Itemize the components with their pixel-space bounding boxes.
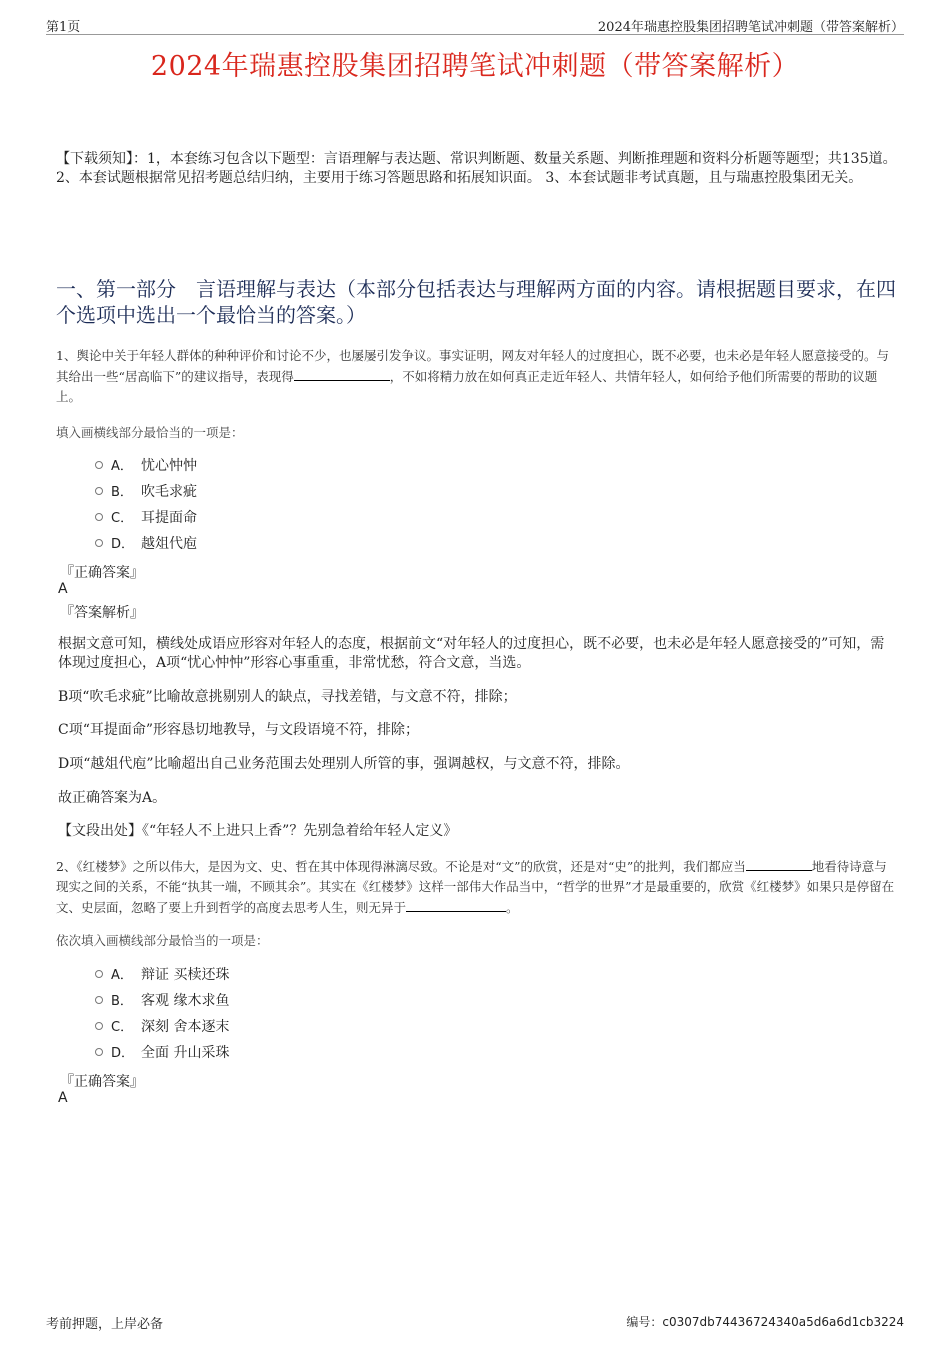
question-2-option-b[interactable]: B． 客观 缘木求鱼 [95,990,229,1012]
analysis-paragraph: 根据文意可知，横线处成语应形容对年轻人的态度，根据前文“对年轻人的过度担心，既不必要，也未必是年轻人愿意接受的”可知，需体现过度担心，A项“忧心忡忡”形容心事重重，非常忧愁，符合文意，当选。 [58,636,885,671]
question-2-prompt: 依次填入画横线部分最恰当的一项是： [56,933,269,948]
radio-icon[interactable] [95,513,103,521]
question-2-stem-c: 。 [506,900,519,915]
radio-icon[interactable] [95,1048,103,1056]
page-number: 第1页 [46,20,81,35]
header-doc-title: 2024年瑞惠控股集团招聘笔试冲刺题（带答案解析） [597,20,904,35]
question-1-stem-b: ，不如将精力放在如何真正走近年轻人、共情年轻人，如何给予他们所需要的帮助的议题上。 [56,369,878,404]
question-2-stem-a: 2、《红楼梦》之所以伟大，是因为文、史、哲在其中体现得淋漓尽致。不论是对“文”的欣赏，还是对“史”的批判，我们都应当 [56,859,746,874]
question-1-option-d[interactable]: D． 越俎代庖 [95,533,197,555]
question-1-stem-a: 1、舆论中关于年轻人群体的种种评价和讨论不少，也屡屡引发争议。事实证明，网友对年轻人的过度担心，既不必要，也未必是年轻人愿意接受的。与其给出一些“居高临下”的建议指导，表现得 [56,348,889,384]
page-title: 2024年瑞惠控股集团招聘笔试冲刺题（带答案解析） [150,51,800,82]
radio-icon[interactable] [95,1022,103,1030]
document-code: 编号：c0307db74436724340a5d6a6d1cb3224 [626,1315,904,1329]
question-2-text [56,856,898,918]
answer-blank [406,897,506,912]
radio-icon[interactable] [95,461,103,469]
question-2-option-a[interactable]: A． 辩证 买椟还珠 [95,964,229,986]
question-1-option-a[interactable]: A． 忧心忡忡 [95,455,197,477]
question-1-text [56,346,898,407]
question-2-answer: A [58,1090,68,1106]
question-2-option-c[interactable]: C． 深刻 舍本逐末 [95,1016,229,1038]
analysis-paragraph: 故正确答案为A。 [58,790,167,806]
download-notice: 【下载须知】：1，本套练习包含以下题型：言语理解与表达题、常识判断题、数量关系题、判断推理题和资料分析题等题型；共135道。 2、本套试题根据常见招考题总结归纳，主要用于练习答题思路和拓展知识面。 3、本套试题非考试真题，且与瑞惠控股集团无关。 [56,151,897,186]
question-1-answer-label: 『正确答案』 [60,565,144,581]
question-2-stem-b: 地看待诗意与现实之间的关系，不能“执其一端，不顾其余”。其实在《红楼梦》这样一部伟大作品当中，“哲学的世界”才是最重要的，欣赏《红楼梦》如果只是停留在文、史层面，忽略了要上升到哲学的高度去思考人生，则无异于 [56,859,895,915]
answer-blank [294,366,390,381]
footer-slogan: 考前押题，上岸必备 [46,1317,164,1332]
question-1-option-c[interactable]: C． 耳提面命 [95,507,197,529]
question-1-answer: A [58,581,68,597]
analysis-paragraph: B项“吹毛求疵”比喻故意挑剔别人的缺点，寻找差错，与文意不符，排除； [58,689,517,705]
analysis-paragraph: C项“耳提面命”形容恳切地教导，与文段语境不符，排除； [58,722,420,738]
source-citation: 【文段出处】《“年轻人不上进只上香”？先别急着给年轻人定义》 [58,823,458,839]
section-heading: 一、第一部分 言语理解与表达（本部分包括表达与理解两方面的内容。请根据题目要求，在四个选项中选出一个最恰当的答案。） [56,277,896,327]
question-1-prompt: 填入画横线部分最恰当的一项是： [56,425,244,440]
question-1-option-b[interactable]: B． 吹毛求疵 [95,481,197,503]
radio-icon[interactable] [95,996,103,1004]
page-header [46,14,904,35]
answer-blank [746,856,812,871]
question-2-answer-label: 『正确答案』 [60,1074,144,1090]
question-2-option-d[interactable]: D． 全面 升山采珠 [95,1042,229,1064]
radio-icon[interactable] [95,539,103,547]
radio-icon[interactable] [95,970,103,978]
question-1-analysis-label: 『答案解析』 [60,605,144,621]
radio-icon[interactable] [95,487,103,495]
analysis-paragraph: D项“越俎代庖”比喻超出自己业务范围去处理别人所管的事，强调越权，与文意不符，排除。 [58,756,630,772]
